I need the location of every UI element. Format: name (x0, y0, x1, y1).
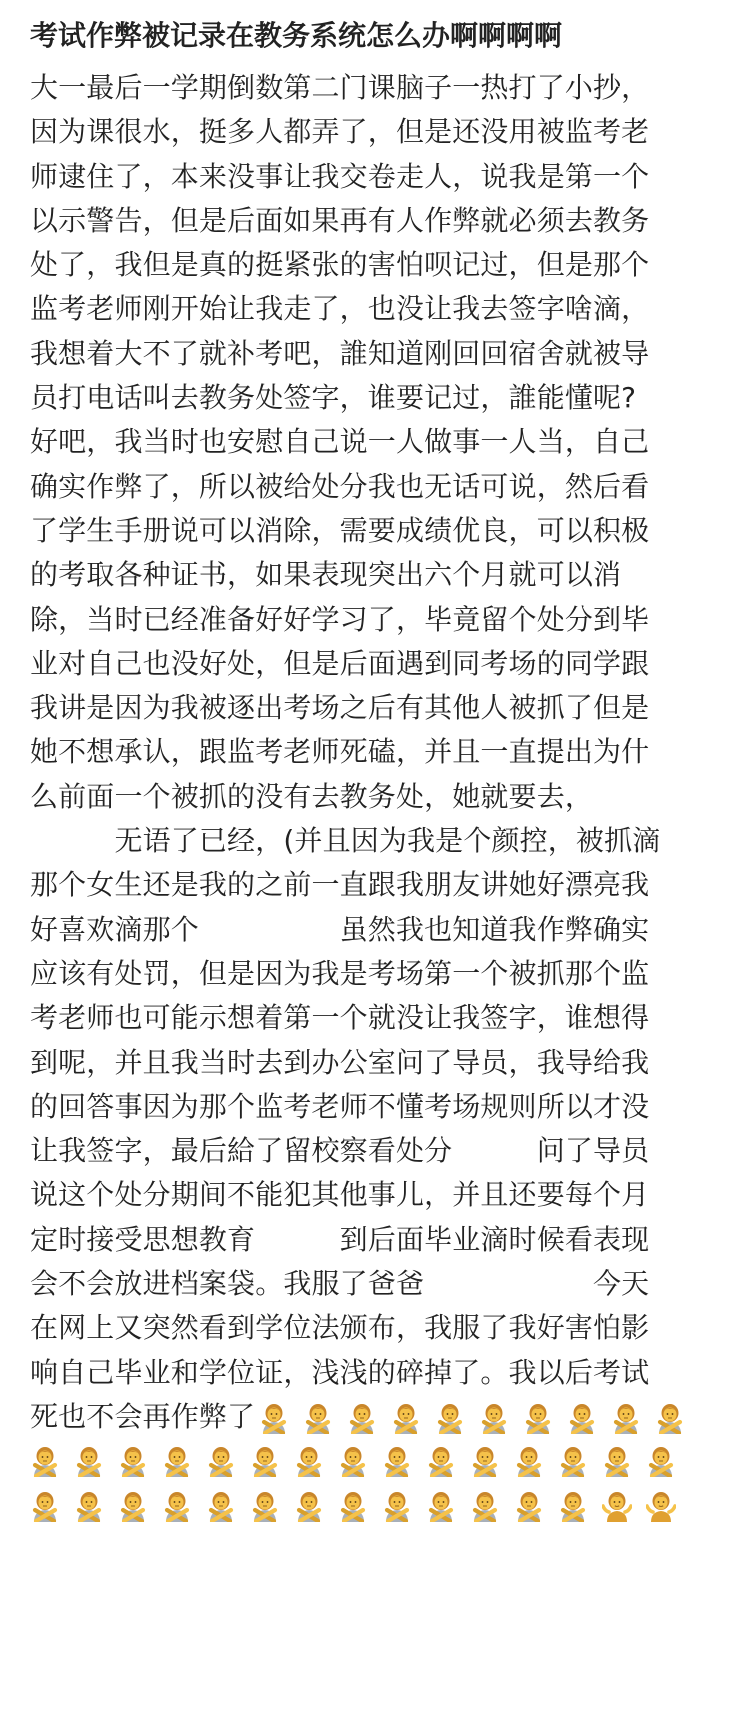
post-text-line: 到呢，并且我当时去到办公室问了导员，我导给我 (30, 1045, 650, 1079)
person-gesturing-no-icon (118, 1490, 148, 1522)
person-gesturing-no-icon (250, 1490, 280, 1522)
person-shrugging-icon (646, 1490, 676, 1522)
person-gesturing-no-icon (382, 1445, 412, 1477)
person-shrugging-icon (602, 1490, 632, 1522)
person-gesturing-no-icon (514, 1445, 544, 1477)
post-text-line: 么前面一个被抓的没有去教务处，她就要去， (30, 779, 594, 813)
person-gesturing-no-icon (162, 1490, 192, 1522)
person-gesturing-no-icon (206, 1445, 236, 1477)
person-gesturing-no-icon (303, 1402, 333, 1434)
post-text-line: 处了，我但是真的挺紧张的害怕呗记过，但是那个 (30, 248, 650, 282)
person-gesturing-no-icon (338, 1445, 368, 1477)
person-gesturing-no-icon (479, 1402, 509, 1434)
person-gesturing-no-icon (391, 1402, 421, 1434)
post-text-line: 在网上又突然看到学位法颁布，我服了我好害怕影 (30, 1311, 650, 1345)
person-gesturing-no-icon (30, 1445, 60, 1477)
post-text-line: 考老师也可能示想着第一个就没让我签字，谁想得 (30, 1001, 650, 1035)
post-text-line: 因为课很水，挺多人都弄了，但是还没用被监考老 (30, 115, 650, 149)
post-text-line: 大一最后一学期倒数第二门课脑子一热打了小抄， (30, 71, 650, 104)
person-gesturing-no-icon (523, 1402, 553, 1434)
person-gesturing-no-icon (250, 1445, 280, 1477)
person-gesturing-no-icon (558, 1445, 588, 1477)
post-text-line: 无语了已经，(并且因为我是个颜控，被抓滴 (30, 824, 661, 858)
person-gesturing-no-icon (347, 1402, 377, 1434)
post-text-line: 好喜欢滴那个 虽然我也知道我作弊确实 (30, 912, 650, 946)
post-text-line: 的回答事因为那个监考老师不懂考场规则所以才没 (30, 1089, 650, 1123)
person-gesturing-no-icon (162, 1445, 192, 1477)
post-text-line: 员打电话叫去教务处签字，谁要记过，誰能懂呢? (30, 381, 637, 415)
post-text-line: 响自己毕业和学位证，浅浅的碎掉了。我以后考试 (30, 1355, 650, 1389)
inline-emoji-group (259, 1402, 685, 1434)
person-gesturing-no-icon (602, 1445, 632, 1477)
person-gesturing-no-icon (30, 1490, 60, 1522)
emoji-row (30, 1439, 726, 1483)
person-gesturing-no-icon (470, 1445, 500, 1477)
emoji-row (30, 1484, 726, 1528)
person-gesturing-no-icon (294, 1445, 324, 1477)
person-gesturing-no-icon (435, 1402, 465, 1434)
person-gesturing-no-icon (514, 1490, 544, 1522)
post-last-line (30, 1395, 726, 1439)
person-gesturing-no-icon (558, 1490, 588, 1522)
post-text-line: 师逮住了，本来没事让我交卷走人，说我是第一个 (30, 159, 650, 193)
person-gesturing-no-icon (294, 1490, 324, 1522)
person-gesturing-no-icon (646, 1445, 676, 1477)
post-text-line: 好吧，我当时也安慰自己说一人做事一人当，自己 (30, 425, 650, 459)
post-text-line: 以示警告，但是后面如果再有人作弊就必须去教务 (30, 203, 650, 237)
person-gesturing-no-icon (655, 1402, 685, 1434)
person-gesturing-no-icon (426, 1445, 456, 1477)
person-gesturing-no-icon (382, 1490, 412, 1522)
post-text-line: 的考取各种证书，如果表现突出六个月就可以消 (30, 558, 622, 592)
post-title: 考试作弊被记录在教务系统怎么办啊啊啊啊 (30, 19, 563, 52)
post-text-line: 定时接受思想教育 到后面毕业滴时候看表现 (30, 1222, 650, 1256)
post-text-line: 除，当时已经准备好好学习了，毕竟留个处分到毕 (30, 602, 650, 636)
post-text-line: 说这个处分期间不能犯其他事儿，并且还要每个月 (30, 1178, 650, 1212)
post-text-line: 会不会放进档案袋。我服了爸爸 今天 (30, 1267, 650, 1301)
person-gesturing-no-icon (611, 1402, 641, 1434)
post-text-line: 让我签字，最后給了留校察看处分 问了导员 (30, 1134, 650, 1168)
post-text-line: 那个女生还是我的之前一直跟我朋友讲她好漂亮我 (30, 868, 650, 902)
person-gesturing-no-icon (567, 1402, 597, 1434)
post-text-line: 我讲是因为我被逐出考场之后有其他人被抓了但是 (30, 691, 650, 725)
post-text-line: 她不想承认，跟监考老师死磕，并且一直提出为什 (30, 735, 650, 769)
person-gesturing-no-icon (74, 1490, 104, 1522)
post-text-line: 我想着大不了就补考吧，誰知道刚回回宿舍就被导 (30, 336, 650, 370)
person-gesturing-no-icon (426, 1490, 456, 1522)
post-text-line: 应该有处罚，但是因为我是考场第一个被抓那个监 (30, 956, 650, 990)
person-gesturing-no-icon (206, 1490, 236, 1522)
person-gesturing-no-icon (259, 1402, 289, 1434)
post-last-text: 死也不会再作弊了 (30, 1399, 256, 1433)
post-text-line: 监考老师刚开始让我走了，也没让我去签字啥滴， (30, 292, 650, 326)
person-gesturing-no-icon (470, 1490, 500, 1522)
person-gesturing-no-icon (338, 1490, 368, 1522)
post-text (30, 66, 726, 1395)
post-text-line: 了学生手册说可以消除，需要成绩优良，可以积极 (30, 513, 650, 547)
post-text-line: 确实作弊了，所以被给处分我也无话可说，然后看 (30, 469, 650, 503)
person-gesturing-no-icon (118, 1445, 148, 1477)
post-text-line: 业对自己也没好处，但是后面遇到同考场的同学跟 (30, 646, 650, 680)
post-body (30, 66, 726, 1528)
person-gesturing-no-icon (74, 1445, 104, 1477)
